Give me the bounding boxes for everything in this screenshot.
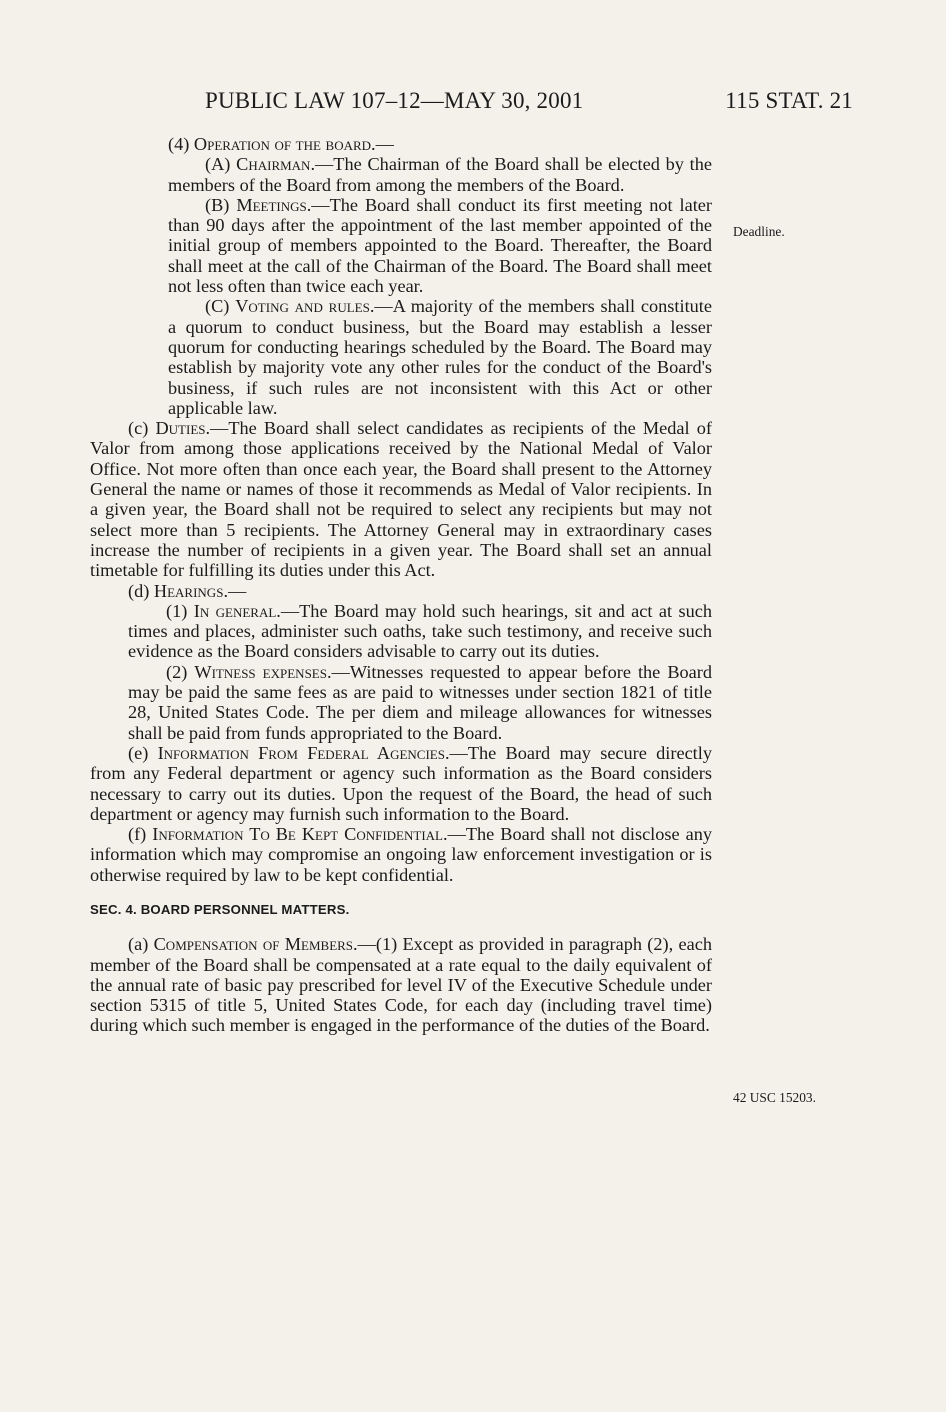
subsection-d-hearings: (d) Hearings.— bbox=[128, 580, 247, 601]
subparagraph-b-meetings: (B) Meetings.—The Board shall conduct its first meeting not later than 90 days after the appointment of the last member appointed of the initial group of members appointed to the Board. Thereafter, the Board shall meet at the call of the Chairman of the Board. The Board shall meet not less often than twice each year. bbox=[168, 194, 712, 297]
subsection-c-duties: (c) Duties.—The Board shall select candidates as recipients of the Medal of Valor from among those applications received by the National Medal of Valor Office. Not more often than once each year, the Board shall present to the Attorney General the name or names of those it recommends as Medal of Valor recipients. In a given year, the Board shall not be required to select any recipients but may not select more than 5 recipients. The Attorney General may in extraordinary cases increase the number of recipients in a given year. The Board shall set an annual timetable for fulfilling its duties under this Act. bbox=[90, 418, 712, 581]
header-stat-page: 115 STAT. 21 bbox=[725, 88, 853, 113]
margin-note-usc-citation: 42 USC 15203. bbox=[733, 1090, 816, 1105]
subsection-e-information-agencies: (e) Information From Federal Agencies.—The Board may secure directly from any Federal department or agency such information as the Board considers necessary to carry out its duties. Upon the request of the Board, the head of such department or agency may furnish such information to the Board. bbox=[90, 742, 712, 824]
subparagraph-c-voting-rules: (C) Voting and rules.—A majority of the members shall constitute a quorum to conduct business, but the Board may establish a lesser quorum for conducting hearings scheduled by the Board. The Board may establish by majority vote any other rules for the conduct of the Board's business, if such rules are not inconsistent with this Act or other applicable law. bbox=[168, 296, 712, 418]
running-header bbox=[205, 88, 853, 118]
margin-note-deadline: Deadline. bbox=[733, 224, 785, 239]
subparagraph-a-chairman: (A) Chairman.—The Chairman of the Board shall be elected by the members of the Board from among the members of the Board. bbox=[168, 154, 712, 195]
paragraph-d2-witness-expenses: (2) Witness expenses.—Witnesses requested to appear before the Board may be paid the same fees as are paid to witnesses under section 1821 of title 28, United States Code. The per diem and mileage allowances for witnesses shall be paid from funds appropriated to the Board. bbox=[128, 661, 712, 743]
header-public-law: PUBLIC LAW 107–12—MAY 30, 2001 bbox=[205, 88, 584, 113]
subsection-a-compensation: (a) Compensation of Members.—(1) Except as provided in paragraph (2), each member of the Board shall be compensated at a rate equal to the daily equivalent of the annual rate of basic pay prescribed for level IV of the Executive Schedule under section 5315 of title 5, United States Code, for each day (including travel time) during which such member is engaged in the performance of the duties of the Board. bbox=[90, 934, 712, 1036]
statute-body bbox=[90, 134, 712, 1036]
paragraph-4-operation: (4) Operation of the board.— bbox=[168, 134, 394, 154]
subsection-f-confidential: (f) Information To Be Kept Confidential.—The Board shall not disclose any information which may compromise an ongoing law enforcement investigation or is otherwise required by law to be kept confidential. bbox=[90, 824, 713, 885]
paragraph-d1-in-general: (1) In general.—The Board may hold such hearings, sit and act at such times and places, administer such oaths, take such testimony, and receive such evidence as the Board considers advisable to carry out its duties. bbox=[128, 600, 712, 662]
section-4-heading: SEC. 4. BOARD PERSONNEL MATTERS. bbox=[90, 901, 350, 917]
